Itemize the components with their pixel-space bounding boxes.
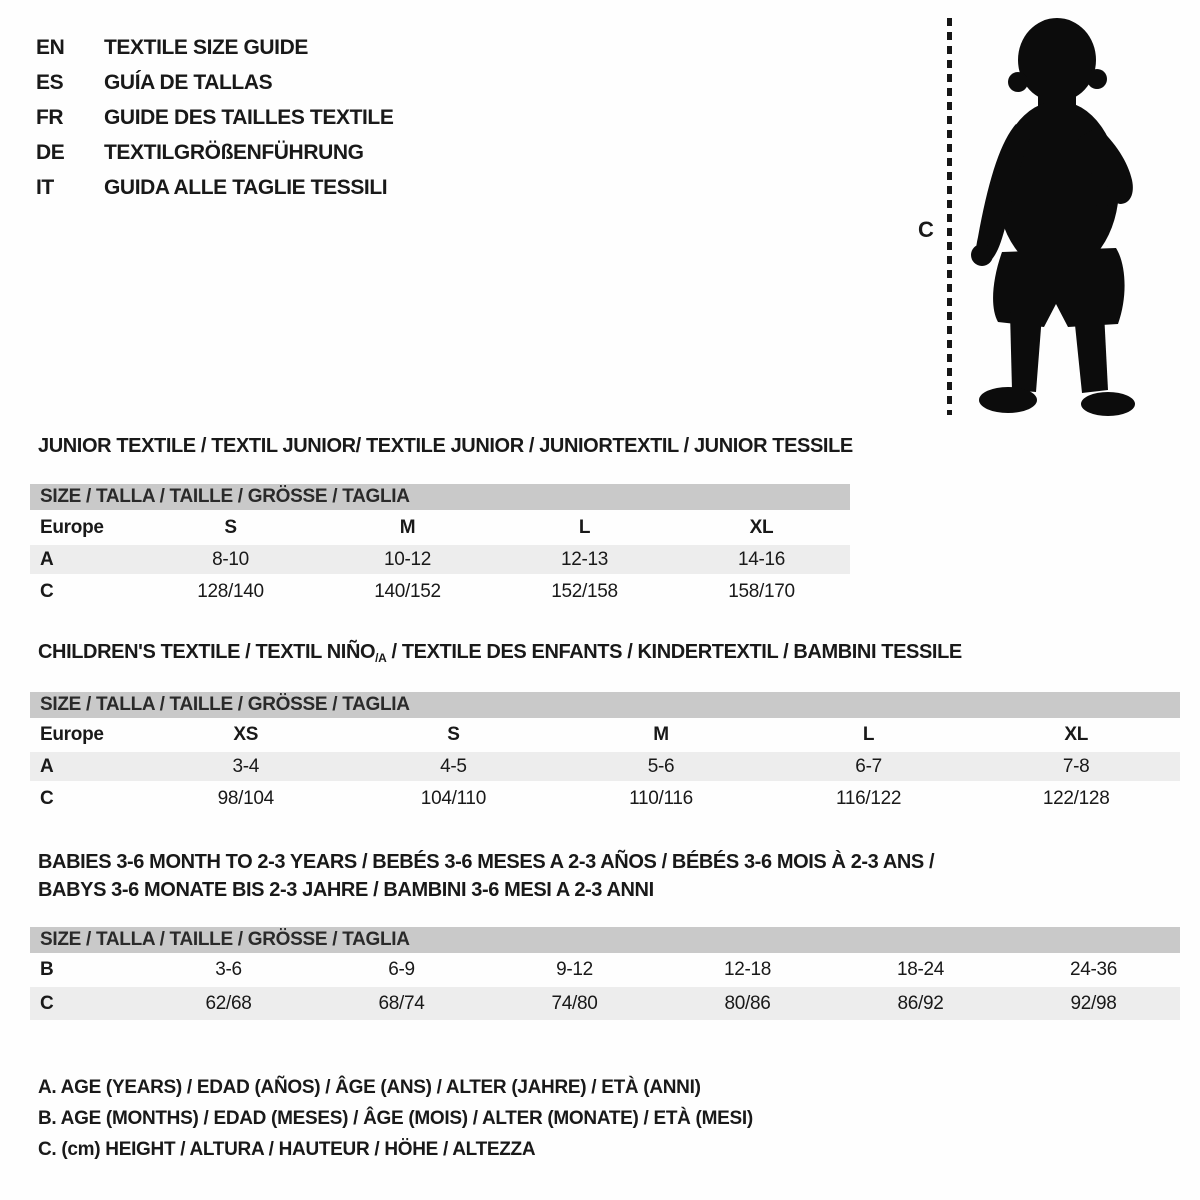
babies-section-title-line1: BABIES 3-6 MONTH TO 2-3 YEARS / BEBÉS 3-6 MESES A 2-3 AÑOS / BÉBÉS 3-6 MOIS À 2-3 ANS / xyxy=(38,851,935,873)
size-column: L xyxy=(578,516,591,538)
size-column: XL xyxy=(1064,724,1089,745)
language-code: FR xyxy=(36,105,64,129)
table-cell: 7-8 xyxy=(1062,755,1090,777)
children-size-table xyxy=(30,692,1180,816)
junior-height-row xyxy=(30,574,850,609)
toddler-silhouette-shape xyxy=(971,18,1135,416)
table-cell: 14-16 xyxy=(737,548,786,570)
children-age-row xyxy=(30,752,1180,781)
table-cell: 24-36 xyxy=(1069,959,1118,980)
table-cell: 68/74 xyxy=(378,992,425,1014)
table-cell: 12-13 xyxy=(560,548,609,570)
row-label: C xyxy=(40,787,54,809)
language-title: GUÍA DE TALLAS xyxy=(104,70,273,94)
table-cell: 122/128 xyxy=(1042,787,1110,809)
language-row-de xyxy=(36,135,393,170)
row-label: C xyxy=(40,992,54,1014)
junior-size-table xyxy=(30,484,850,609)
children-title-part1: CHILDREN'S TEXTILE / TEXTIL NIÑO xyxy=(38,641,376,663)
size-column: M xyxy=(653,724,669,745)
junior-age-row xyxy=(30,545,850,574)
height-measure-label: C xyxy=(918,217,934,242)
children-title-subscript: /A xyxy=(375,651,387,665)
language-code: IT xyxy=(36,175,54,199)
size-column: XL xyxy=(749,516,774,538)
row-label: A xyxy=(40,548,54,570)
table-cell: 5-6 xyxy=(647,755,675,777)
table-cell: 110/116 xyxy=(629,787,693,809)
language-code: EN xyxy=(36,35,65,59)
language-row-en xyxy=(36,30,393,65)
table-cell: 74/80 xyxy=(551,992,598,1014)
babies-age-row xyxy=(30,953,1180,987)
children-section-title xyxy=(38,641,962,665)
table-cell: 152/158 xyxy=(551,580,618,602)
table-cell: 98/104 xyxy=(217,787,274,809)
table-cell: 10-12 xyxy=(383,548,432,570)
table-cell: 6-9 xyxy=(388,959,415,980)
table-cell: 3-6 xyxy=(215,959,242,980)
region-label: Europe xyxy=(40,516,104,538)
size-column: XS xyxy=(233,724,259,745)
row-label: A xyxy=(40,755,54,777)
children-title-part2: / TEXTILE DES ENFANTS / KINDERTEXTIL / BAMBINI TESSILE xyxy=(386,641,962,663)
height-measure-dashed-line xyxy=(947,18,952,415)
table-cell: 9-12 xyxy=(556,959,593,980)
table-cell: 80/86 xyxy=(724,992,771,1014)
language-title: GUIDE DES TAILLES TEXTILE xyxy=(104,105,394,129)
junior-section-title: JUNIOR TEXTILE / TEXTIL JUNIOR/ TEXTILE JUNIOR / JUNIORTEXTIL / JUNIOR TESSILE xyxy=(38,435,853,457)
table-cell: 4-5 xyxy=(440,755,467,777)
table-cell: 116/122 xyxy=(835,787,902,809)
region-label: Europe xyxy=(40,724,104,745)
legend xyxy=(38,1072,753,1165)
size-column: S xyxy=(224,516,237,538)
size-column: L xyxy=(862,724,875,745)
children-height-row xyxy=(30,781,1180,816)
legend-line-b: B. AGE (MONTHS) / EDAD (MESES) / ÂGE (MOIS) / ALTER (MONATE) / ETÀ (MESI) xyxy=(38,1108,753,1129)
table-cell: 6-7 xyxy=(855,755,882,777)
babies-section-title-line2: BABYS 3-6 MONATE BIS 2-3 JAHRE / BAMBINI 3-6 MESI A 2-3 ANNI xyxy=(38,879,654,901)
table-cell: 8-10 xyxy=(212,548,249,570)
row-label: C xyxy=(40,580,54,602)
table-cell: 62/68 xyxy=(205,992,252,1014)
table-cell: 104/110 xyxy=(420,787,486,809)
children-columns-row xyxy=(30,718,1180,752)
legend-line-c: C. (cm) HEIGHT / ALTURA / HAUTEUR / HÖHE / ALTEZZA xyxy=(38,1139,536,1160)
language-list xyxy=(36,30,393,205)
table-cell: 86/92 xyxy=(897,992,944,1014)
language-row-it xyxy=(36,170,393,205)
toddler-silhouette-image xyxy=(960,12,1145,417)
table-cell: 158/170 xyxy=(728,580,795,602)
language-title: TEXTILE SIZE GUIDE xyxy=(104,35,308,59)
table-cell: 92/98 xyxy=(1070,992,1117,1014)
table-cell: 140/152 xyxy=(374,580,441,602)
table-cell: 3-4 xyxy=(232,755,260,777)
babies-height-row xyxy=(30,987,1180,1020)
size-column: S xyxy=(447,724,460,745)
legend-line-a: A. AGE (YEARS) / EDAD (AÑOS) / ÂGE (ANS) / ALTER (JAHRE) / ETÀ (ANNI) xyxy=(38,1077,701,1098)
junior-columns-row xyxy=(30,510,850,545)
table-cell: 128/140 xyxy=(197,580,264,602)
language-code: DE xyxy=(36,140,65,164)
size-column: M xyxy=(399,516,416,538)
table-cell: 12-18 xyxy=(723,959,772,980)
language-row-fr xyxy=(36,100,393,135)
language-title: GUIDA ALLE TAGLIE TESSILI xyxy=(104,175,388,199)
babies-size-header-bar: SIZE / TALLA / TAILLE / GRÖSSE / TAGLIA xyxy=(30,927,1180,953)
table-cell: 18-24 xyxy=(896,959,945,980)
junior-size-header-bar: SIZE / TALLA / TAILLE / GRÖSSE / TAGLIA xyxy=(30,484,850,510)
language-row-es xyxy=(36,65,393,100)
language-code: ES xyxy=(36,70,64,94)
children-size-header-bar: SIZE / TALLA / TAILLE / GRÖSSE / TAGLIA xyxy=(30,692,1180,718)
language-title: TEXTILGRÖßENFÜHRUNG xyxy=(104,140,364,164)
babies-size-table xyxy=(30,927,1180,1020)
row-label: B xyxy=(40,959,54,980)
